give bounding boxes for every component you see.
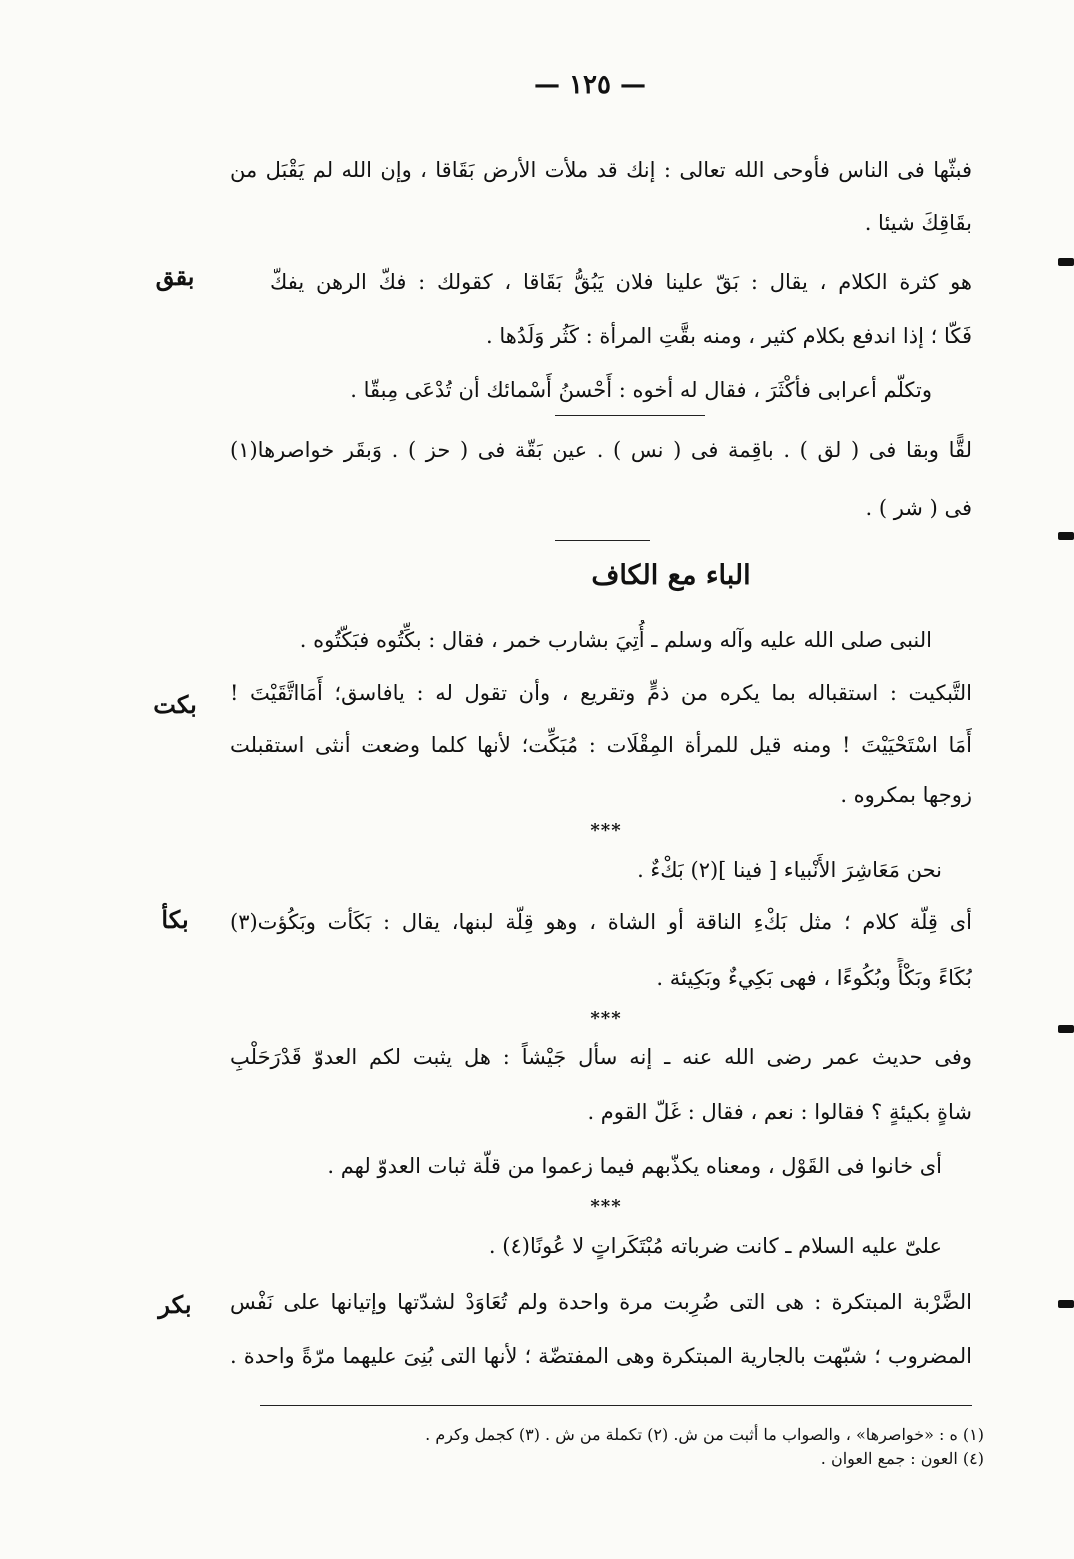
text-line: التَّبكيت : استقباله بما يكره من ذمٍّ وتقريع ، وأن تقول له : يافاسق؛ أَمَااتَّقَيْتَ ! [230,681,972,705]
section-divider [555,540,650,541]
text-line: هو كثرة الكلام ، يقال : بَقّ علينا فلان يَبُقُّ بَقَاقا ، كقولك : فكّ الرهن يفكّ [270,270,972,294]
text-line: زوجها بمكروه . [840,783,972,807]
separator-stars: *** [590,1008,622,1029]
text-line: وفى حديث عمر رضى الله عنه ـ إنه سأل جَيْشاً : هل يثبت لكم العدوّ قَدْرَحَلْبِ [230,1045,972,1069]
text-line: بُكَاءً وبَكْأً وبُكُوءًا ، فهى بَكِيءٌ وبَكِيئة . [656,966,972,990]
separator-stars: *** [590,820,622,841]
text-line: فبثّها فى الناس فأوحى الله تعالى : إنك قد ملأت الأرض بَقَاقا ، وإن الله لم يَقْبَل من [230,158,972,182]
text-line: أى خانوا فى القَوْل ، ومعناه يكذّبهم فيما زعموا من قلّة ثبات العدوّ لهم . [327,1154,942,1178]
text-line: أَمَا اسْتَحْيَيْتَ ! ومنه قيل للمرأة المِقْلَات : مُبَكِّت؛ لأنها كلما وضعت أنثى استقبلت [230,733,972,757]
margin-headword: بكر [158,1290,192,1319]
footnote-rule [260,1405,972,1406]
scan-edge-mark [1058,532,1074,540]
separator-stars: *** [590,1196,622,1217]
text-line: فَكّا ؛ إذا اندفع بكلام كثير ، ومنه بقَّتِ المرأة : كَثُر وَلَدُها . [485,324,972,348]
text-line: نحن مَعَاشِرَ الأَنْبياء [ فينا ](٢) بَكْءٌ . [637,858,942,882]
text-line: شاةٍ بكيئةٍ ؟ فقالوا : نعم ، فقال : غَلّ القوم . [587,1100,972,1124]
margin-headword: بكأ [161,905,189,934]
margin-headword: بقق [155,262,195,291]
page-number: — ١٢٥ — [533,70,647,100]
text-line: بقَاقِكَ شيئا . [864,211,972,235]
scan-edge-mark [1058,1025,1074,1033]
margin-headword: بكت [153,690,197,719]
scan-edge-mark [1058,258,1074,266]
footnote: (١) ه : «خواصرها» ، والصواب ما أثبت من ش. (٢) تكملة من ش . (٣) كجمل وكرم . [425,1425,984,1444]
footnote: (٤) العون : جمع العوان . [820,1449,984,1468]
scan-edge-mark [1058,1300,1074,1308]
text-line: الضَّرْبة المبتكرة : هى التى ضُرِبت مرة واحدة ولم تُعَاوَدْ لشدّتها وإتيانها على نَفْس [230,1290,972,1314]
short-rule [555,415,705,416]
text-line: فى ( شر ) . [865,496,972,520]
text-line: علىّ عليه السلام ـ كانت ضرباته مُبْتَكَراتٍ لا عُونًا(٤) . [488,1234,942,1258]
section-heading: الباء مع الكاف [591,560,751,591]
text-line: أى قِلّة كلام ؛ مثل بَكْءِ الناقة أو الشاة ، وهو قِلّة لبنها، يقال : بَكَأت وبَكُؤت(٣) [230,910,972,934]
text-line: المضروب ؛ شبّهت بالجارية المبتكرة وهى المفتضّة ؛ لأنها التى بُنِىَ عليهما مرّةً واحدة . [230,1344,972,1368]
text-line: النبى صلى الله عليه وآله وسلم ـ أُتِيَ بشارب خمر ، فقال : بكِّتُوه فبَكّتُوه . [299,628,932,652]
text-line: لقًّا وبقا فى ( لق ) . باقِمة فى ( نس ) . عين بَقّة فى ( حز ) . وَبقَر خواصرها(١) [230,438,972,462]
text-line: وتكلّم أعرابى فأكْثَرَ ، فقال له أخوه : أَحْسنُ أَسْمائك أن تُدْعَى مِبقّا . [350,378,932,402]
